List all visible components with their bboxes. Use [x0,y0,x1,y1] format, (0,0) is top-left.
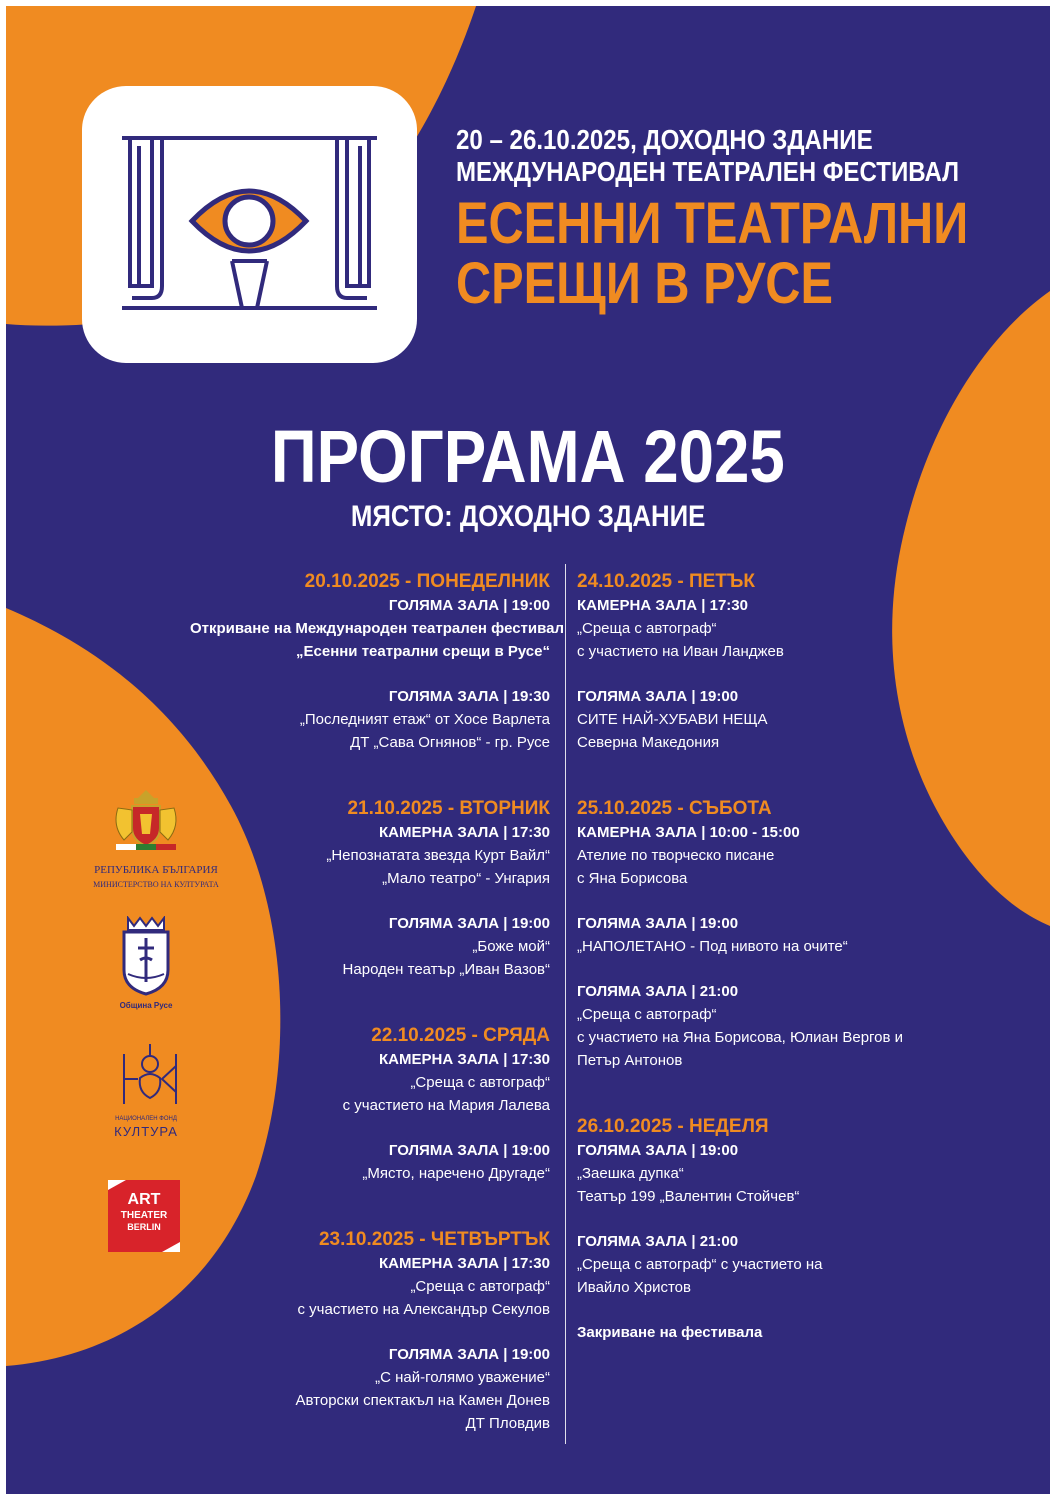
event-line: „НАПОЛЕТАНО - Под нивото на очите“ [577,938,848,955]
festival-logo [82,86,417,363]
event-line: „Есенни театрални срещи в Русе“ [296,643,550,660]
event-line: „Среща с автограф“ [577,620,717,637]
event-line: Откриване на Международен театрален фестивал [190,620,565,637]
hall-time: ГОЛЯМА ЗАЛА | 19:30 [388,688,550,705]
hall-time: КАМЕРНА ЗАЛА | 17:30 [379,824,550,841]
festival-dates: 20 – 26.10.2025, ДОХОДНО ЗДАНИЕ [456,124,873,155]
day-heading: 21.10.2025 - ВТОРНИК [347,798,550,819]
hall-time: ГОЛЯМА ЗАЛА | 19:00 [388,915,550,932]
day-heading: 20.10.2025 - ПОНЕДЕЛНИК [304,571,550,592]
event-line: ДТ „Сава Огнянов“ - гр. Русе [350,734,550,751]
day-heading: 23.10.2025 - ЧЕТВЪРТЪК [318,1229,550,1250]
event-line: „Среща с автограф“ [577,1006,717,1023]
event-line: ДТ Пловдив [465,1415,550,1432]
hall-time: ГОЛЯМА ЗАЛА | 19:00 [577,1142,739,1159]
venue-text: МЯСТО: ДОХОДНО ЗДАНИЕ [350,500,706,533]
day-heading: 24.10.2025 - ПЕТЪК [577,571,756,592]
event-line: „С най-голямо уважение“ [375,1369,550,1386]
hall-time: КАМЕРНА ЗАЛА | 17:30 [379,1255,550,1272]
column-divider [565,564,566,1444]
hall-time: КАМЕРНА ЗАЛА | 10:00 - 15:00 [577,824,800,841]
festival-type: МЕЖДУНАРОДЕН ТЕАТРАЛЕН ФЕСТИВАЛ [456,156,960,187]
program-title-text: ПРОГРАМА 2025 [271,415,785,498]
event-line: СИТЕ НАЙ-ХУБАВИ НЕЩА [577,711,768,728]
coat-of-arms-icon [106,786,186,852]
closing-text: Закриване на фестивала [577,1324,763,1341]
ruse-municipality-name: Община Русе [119,1001,173,1010]
day-heading: 26.10.2025 - НЕДЕЛЯ [577,1116,769,1137]
event-line: Авторски спектакъл на Камен Донев [295,1392,550,1409]
day-block-23 [190,1228,550,1435]
event-line: „Непознатата звезда Курт Вайл“ [326,847,550,864]
festival-title-line1: ЕСЕННИ ТЕАТРАЛНИ [456,191,969,256]
hall-time: ГОЛЯМА ЗАЛА | 19:00 [388,1346,550,1363]
hall-time: КАМЕРНА ЗАЛА | 17:30 [577,597,748,614]
event-line: „Среща с автограф“ [410,1278,550,1295]
festival-title-line2: СРЕЩИ В РУСЕ [456,251,833,316]
event-line: Петър Антонов [577,1052,683,1069]
event-line: Ателие по творческо писане [577,847,775,864]
hall-time: ГОЛЯМА ЗАЛА | 19:00 [388,597,550,614]
event-line: „Среща с автограф“ с участието на [577,1256,823,1273]
day-heading: 25.10.2025 - СЪБОТА [577,798,772,819]
event-line: Ивайло Христов [577,1279,691,1296]
republic-name: РЕПУБЛИКА БЪЛГАРИЯ [94,864,218,876]
event-line: с участието на Александър Секулов [297,1301,550,1318]
event-line: с Яна Борисова [577,870,688,887]
event-line: с участието на Яна Борисова, Юлиан Вергов и [577,1029,904,1046]
hall-time: ГОЛЯМА ЗАЛА | 21:00 [577,1233,739,1250]
event-line: „Боже мой“ [472,938,550,955]
art-label: ART [127,1191,161,1208]
event-line: „Среща с автограф“ [410,1074,550,1091]
day-block-20 [190,570,565,754]
day-heading: 22.10.2025 - СРЯДА [371,1025,550,1046]
event-line: Народен театър „Иван Вазов“ [342,961,550,978]
program-title [6,414,1050,500]
culture-fund-small-name: НАЦИОНАЛЕН ФОНД [115,1116,177,1122]
hall-time: ГОЛЯМА ЗАЛА | 21:00 [577,983,739,1000]
venue [6,500,1050,534]
hall-time: ГОЛЯМА ЗАЛА | 19:00 [388,1142,550,1159]
event-line: с участието на Иван Ланджев [577,643,784,660]
poster [6,6,1050,1494]
event-line: Театър 199 „Валентин Стойчев“ [577,1188,800,1205]
event-line: „Мало театро“ - Унгария [382,870,550,887]
day-block-24 [577,570,1007,754]
culture-fund-name: КУЛТУРА [114,1124,178,1139]
hall-time: ГОЛЯМА ЗАЛА | 19:00 [577,688,739,705]
theatre-eye-icon [82,86,417,363]
culture-fund-icon [118,1044,182,1114]
ministry-name: МИНИСТЕРСТВО НА КУЛТУРАТА [93,880,219,889]
berlin-label: BERLIN [127,1222,161,1232]
day-block-25 [577,797,1007,1072]
event-line: с участието на Мария Лалева [342,1097,550,1114]
hall-time: ГОЛЯМА ЗАЛА | 19:00 [577,915,739,932]
day-block-26 [577,1115,1007,1344]
festival-header [456,124,1046,314]
event-line: „Заешка дупка“ [577,1165,684,1182]
art-theater-berlin-logo [108,1180,180,1252]
ruse-crest-icon [120,916,172,996]
day-block-22 [190,1024,550,1185]
theater-label: THEATER [120,1210,168,1221]
event-line: „Място, наречено Другаде“ [362,1165,550,1182]
event-line: Северна Македония [577,734,720,751]
hall-time: КАМЕРНА ЗАЛА | 17:30 [379,1051,550,1068]
event-line: „Последният етаж“ от Хосе Варлета [299,711,550,728]
